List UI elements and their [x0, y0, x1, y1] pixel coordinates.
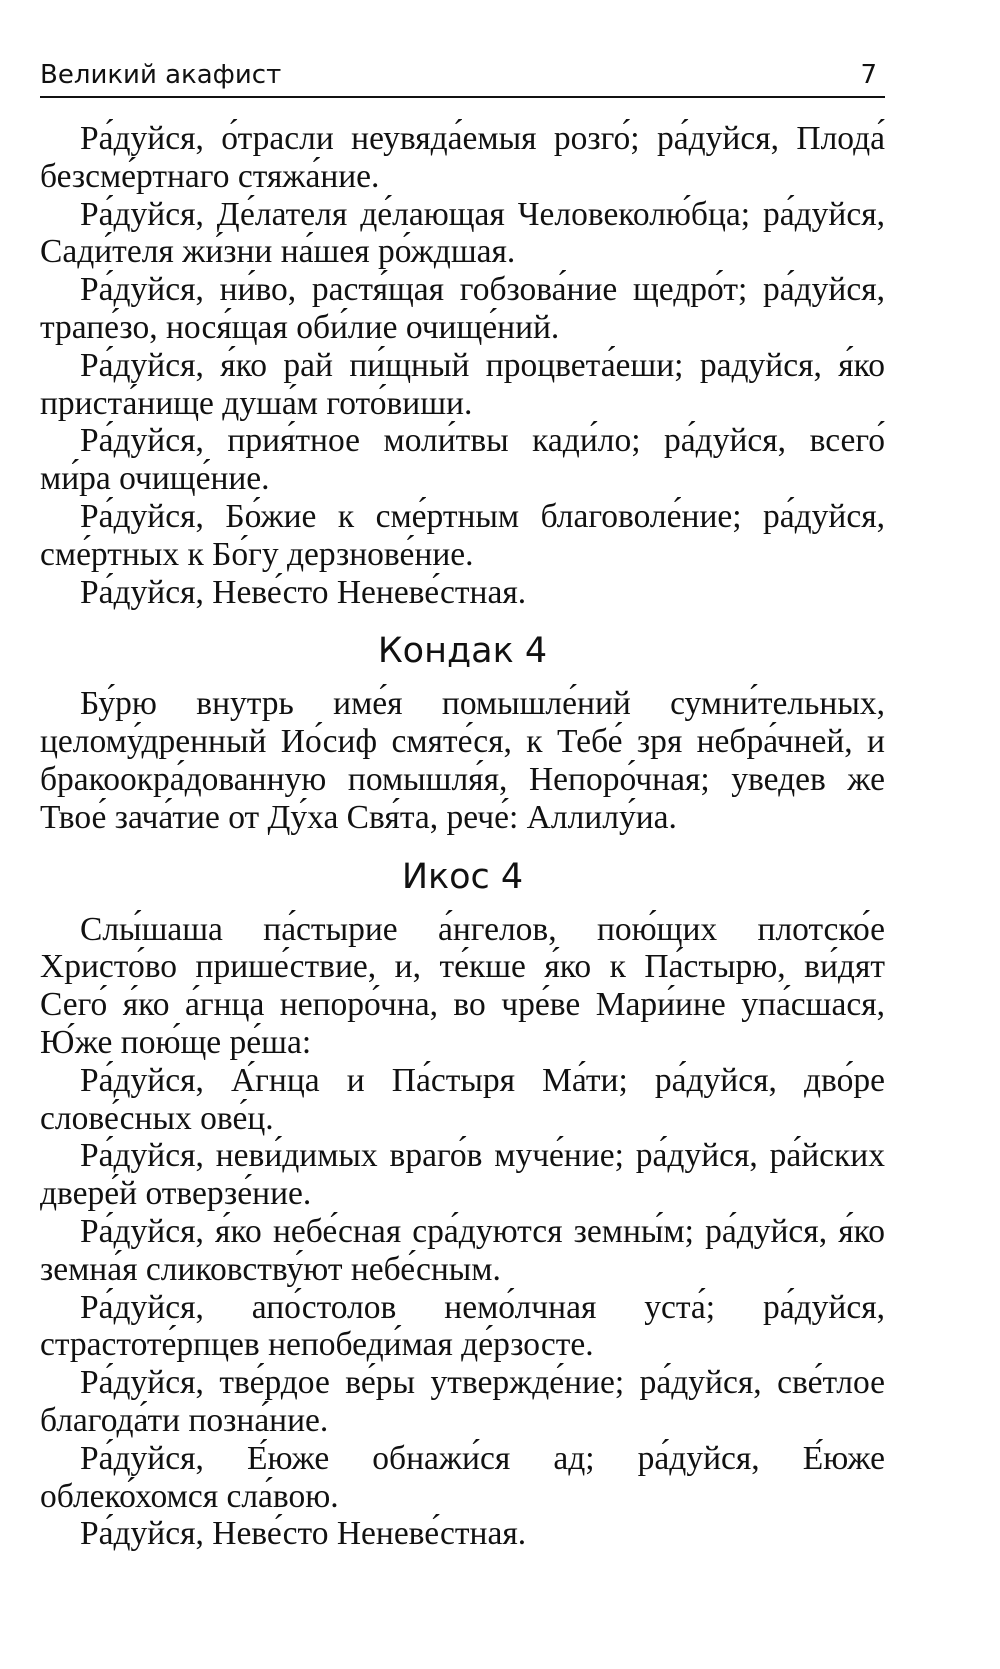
paragraph: Ра́дуйся, Де́лателя де́лающая Человеколю́бца; ра́дуйся, Сади́теля жи́зни на́шея ро́ждшая.	[40, 195, 885, 271]
paragraph: Ра́дуйся, А́гнца и Па́стыря Ма́ти; ра́дуйся, дво́ре слове́сных ове́ц.	[40, 1061, 885, 1137]
paragraph: Ра́дуйся, я́ко небе́сная сра́дуются земны́м; ра́дуйся, я́ко земна́я сликовству́ют небе́сным.	[40, 1212, 885, 1288]
kondak-text: Бу́рю внутрь име́я помышле́ний сумни́тельных, целому́дренный Ио́сиф смяте́ся, к Тебе́ зря небра́чней, и бракоокра́дованную помышля́я, Непоро́чная; уведев же Твое́ зача́тие от Ду́ха Свя́та, рече́: Аллилу́иа.	[40, 685, 885, 836]
paragraph: Ра́дуйся, неви́димых враго́в муче́ние; ра́дуйся, ра́йских двере́й отверзе́ние.	[40, 1137, 885, 1213]
running-title: Великий акафист	[40, 60, 282, 90]
paragraph: Ра́дуйся, Е́юже обнажи́ся ад; ра́дуйся, Е́юже облеко́хомся сла́вою.	[40, 1439, 885, 1515]
paragraph: Слы́шаша па́стырие а́нгелов, пою́щих плотско́е Христо́во прише́ствие, и, те́кше я́ко к Па́стырю, ви́дят Сего́ я́ко а́гнца непоро́чна, во чре́ве Мари́ине упа́сшася, Ю́же пою́ще ре́ша:	[40, 910, 885, 1061]
paragraph: Ра́дуйся, Неве́сто Неневе́стная.	[80, 1515, 527, 1553]
paragraph: Ра́дуйся, апо́столов немо́лчная уста́; ра́дуйся, страстоте́рпцев непобеди́мая де́рзосте.	[40, 1288, 885, 1364]
paragraph: Ра́дуйся, о́трасли неувяда́емыя розго́; ра́дуйся, Плода́ безсме́ртнаго стяжа́ние.	[40, 120, 885, 195]
page-body	[40, 120, 885, 1553]
book-page	[40, 58, 885, 1553]
paragraph: Ра́дуйся, тве́рдое ве́ры утвержде́ние; ра́дуйся, све́тлое благода́ти позна́ние.	[40, 1364, 885, 1439]
paragraph: Ра́дуйся, ни́во, растя́щая гобзова́ние щедро́т; ра́дуйся, трапе́зо, нося́щая оби́лие очище́ний.	[40, 271, 885, 346]
page-number: 7	[860, 60, 877, 90]
ikos-3-continuation	[40, 120, 885, 611]
kondak-heading: Кондак 4	[377, 631, 548, 672]
ikos-4	[40, 911, 885, 1554]
paragraph: Ра́дуйся, Неве́сто Неневе́стная.	[80, 573, 527, 611]
ikos-heading: Икос 4	[401, 856, 524, 897]
paragraph: Ра́дуйся, прия́тное моли́твы кади́ло; ра́дуйся, всего́ ми́ра очище́ние.	[40, 422, 885, 498]
kondak-4	[40, 685, 885, 836]
paragraph: Ра́дуйся, Бо́жие к сме́ртным благоволе́ние; ра́дуйся, сме́ртных к Бо́гу дерзнове́ние.	[40, 497, 885, 573]
running-header	[40, 58, 885, 98]
paragraph: Ра́дуйся, я́ко рай пи́щный процвета́еши; радуйся, я́ко приста́нище душа́м гото́виши.	[40, 346, 885, 422]
